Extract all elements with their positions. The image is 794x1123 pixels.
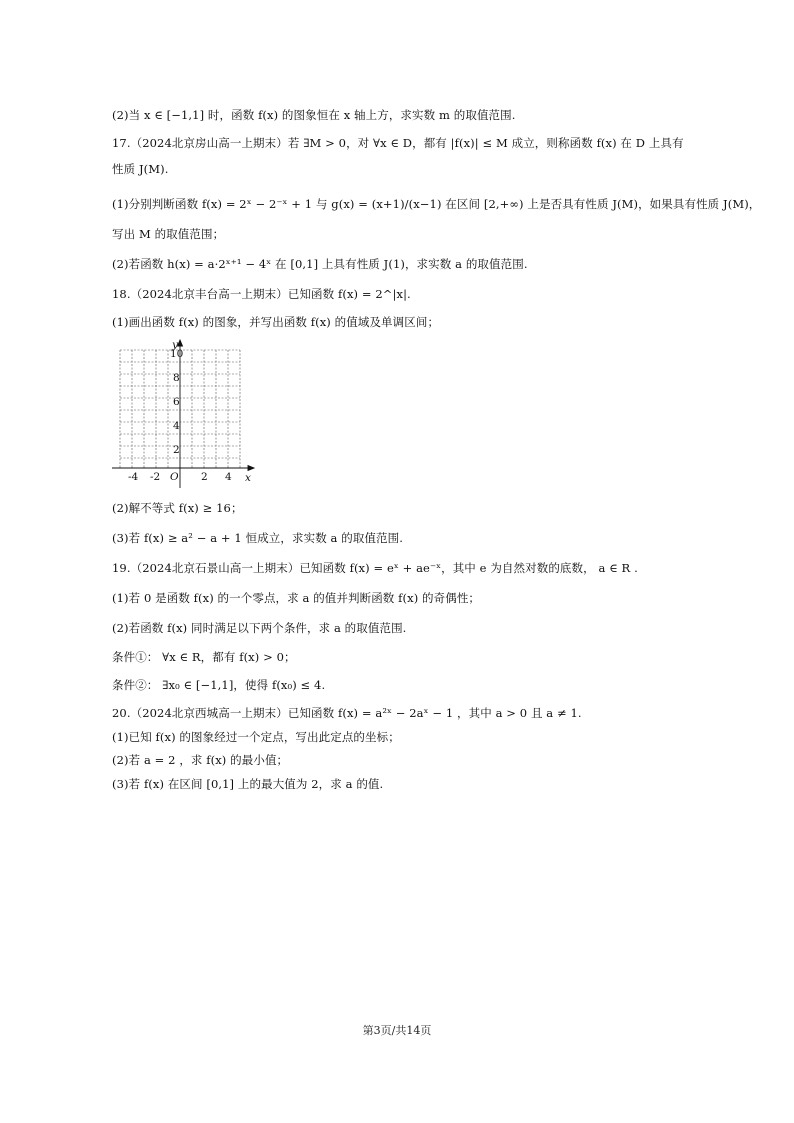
problem-18-stem: 18.（2024北京丰台高一上期末）已知函数 f(x) = 2^|x|. <box>112 287 411 301</box>
problem-17-part-1: (1)分别判断函数 f(x) = 2ˣ − 2⁻ˣ + 1 与 g(x) = (x+1)/(x−1) 在区间 [2,+∞) 上是否具有性质 J(M)，如果具有性质 J(M)， <box>112 197 761 211</box>
x-axis-label: x <box>245 472 251 484</box>
problem-17-part-2: (2)若函数 h(x) = a·2ˣ⁺¹ − 4ˣ 在 [0,1] 上具有性质 J(1)，求实数 a 的取值范围. <box>112 257 528 271</box>
problem-20-part-2: (2)若 a = 2 ，求 f(x) 的最小值； <box>112 753 289 767</box>
y-tick-label: 10 <box>170 348 184 360</box>
x-tick-label: 4 <box>225 471 232 483</box>
problem-18-part-2: (2)解不等式 f(x) ≥ 16； <box>112 501 243 515</box>
y-tick-label: 6 <box>173 396 180 408</box>
problem-20-part-3: (3)若 f(x) 在区间 [0,1] 上的最大值为 2，求 a 的值. <box>112 777 384 791</box>
y-axis-label: y <box>172 339 178 351</box>
y-tick-label: 8 <box>173 372 180 384</box>
problem-19-part-1: (1)若 0 是函数 f(x) 的一个零点，求 a 的值并判断函数 f(x) 的奇偶性； <box>112 591 481 605</box>
problem-18-part-1: (1)画出函数 f(x) 的图象，并写出函数 f(x) 的值域及单调区间； <box>112 315 440 329</box>
coordinate-grid-figure <box>112 338 260 490</box>
problem-19-stem: 19.（2024北京石景山高一上期末）已知函数 f(x) = eˣ + ae⁻ˣ，其中 e 为自然对数的底数， a ∈ R . <box>112 561 638 575</box>
problem-19-part-2: (2)若函数 f(x) 同时满足以下两个条件，求 a 的取值范围. <box>112 621 407 635</box>
text-line: 写出 M 的取值范围； <box>112 227 225 241</box>
problem-17-stem: 17.（2024北京房山高一上期末）若 ∃M > 0，对 ∀x ∈ D，都有 |f(x)| ≤ M 成立，则称函数 f(x) 在 D 上具有 <box>112 136 684 150</box>
y-axis-arrow <box>178 340 183 346</box>
origin-label: O <box>170 471 179 483</box>
page-footer: 第3页/共14页 <box>362 1024 432 1037</box>
problem-20-stem: 20.（2024北京西城高一上期末）已知函数 f(x) = a²ˣ − 2aˣ − 1 ，其中 a > 0 且 a ≠ 1. <box>112 706 582 720</box>
coordinate-grid-svg <box>112 338 260 490</box>
text-line: 性质 J(M). <box>112 162 169 176</box>
problem-20-part-1: (1)已知 f(x) 的图象经过一个定点，写出此定点的坐标； <box>112 730 400 744</box>
condition-1: 条件①： ∀x ∈ R，都有 f(x) > 0； <box>112 650 296 664</box>
y-tick-label: 4 <box>173 420 180 432</box>
condition-2: 条件②： ∃x₀ ∈ [−1,1]，使得 f(x₀) ≤ 4. <box>112 678 326 692</box>
x-axis-arrow <box>248 466 254 471</box>
x-tick-label: -4 <box>128 471 139 483</box>
x-tick-label: -2 <box>150 471 161 483</box>
x-tick-label: 2 <box>201 471 208 483</box>
y-tick-label: 2 <box>173 444 180 456</box>
text-line: (2)当 x ∈ [−1,1] 时，函数 f(x) 的图象恒在 x 轴上方，求实数 m 的取值范围. <box>112 108 516 122</box>
problem-18-part-3: (3)若 f(x) ≥ a² − a + 1 恒成立，求实数 a 的取值范围. <box>112 531 404 545</box>
